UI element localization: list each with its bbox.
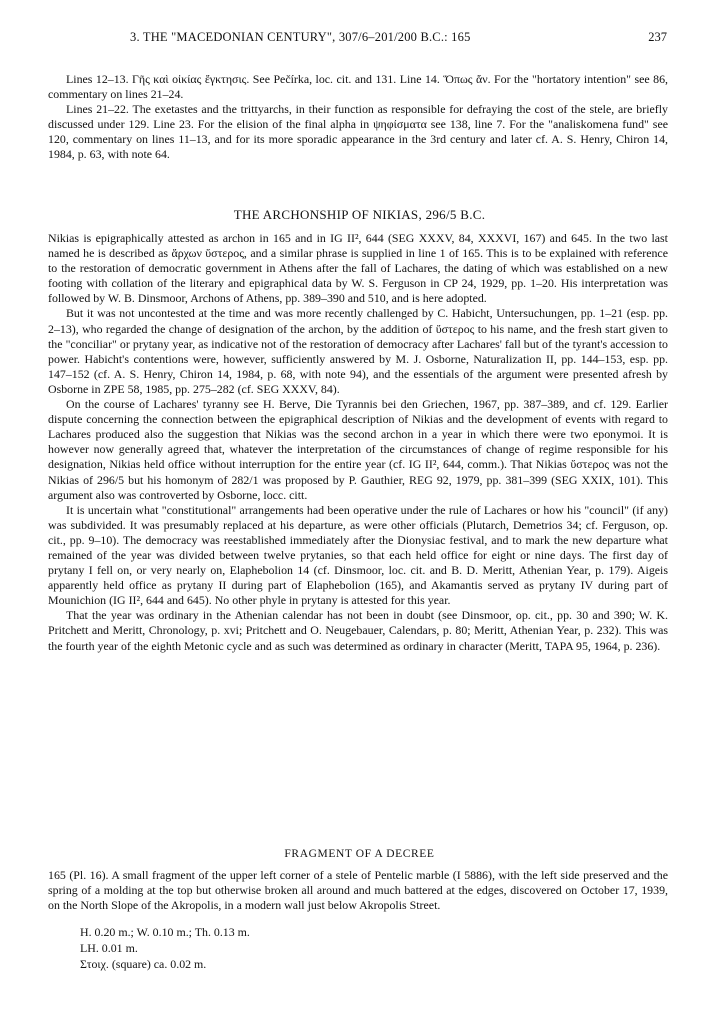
entry-description: 165 (Pl. 16). A small fragment of the upper left corner of a stele of Pentelic marble (I 5886), with the left side preserved and the spring of a molding at the top but otherwise broken all around and much battered at the edges, discovered on October 17, 1939, on the North Slope of the Akropolis, in a modern wall just below Akropolis Street. — [48, 868, 668, 913]
essay-paragraph: But it was not uncontested at the time and was more recently challenged by C. Habicht, Untersuchungen, pp. 1–21 (esp. pp. 2–13), who regarded the change of designation of the archon, by the addition of ὕστερος to his name, and the fresh start given to the "conciliar" or prytany year, as indicative not of the restoration of democracy after Lachares' fall but of the tyrant's accession to power. Habicht's contentions were, however, sufficiently answered by M. J. Osborne, Naturalization II, pp. 144–153, esp. pp. 147–152 (cf. A. S. Henry, Chiron 14, 1984, p. 68, with note 94), and the essentials of the argument were presented afresh by Osborne in ZPE 58, 1985, pp. 275–282 (cf. SEG XXXV, 84). — [48, 306, 668, 396]
page-number: 237 — [648, 30, 667, 44]
running-head — [48, 30, 671, 46]
essay-paragraph: That the year was ordinary in the Athenian calendar has not been in doubt (see Dinsmoor, op. cit., pp. 30 and 390; W. K. Pritchett and Meritt, Chronology, p. xvi; Pritchett and O. Neugebauer, Calendars, p. 80; Meritt, Athenian Year, p. 232). This was the fourth year of the eighth Metonic cycle and as such was determined as ordinary in character (Meritt, TAPA 95, 1964, p. 236). — [48, 608, 668, 653]
note-paragraph: Lines 21–22. The exetastes and the trittyarchs, in their function as responsible for defraying the cost of the stele, are briefly discussed under 129. Line 23. For the elision of the final alpha in ψηφίσματα see 138, line 7. For the "analiskomena fund" see 120, commentary on lines 11–13, and for its more sporadic appearance in the 3rd century and later cf. A. S. Henry, Chiron 14, 1984, p. 63, with note 64. — [48, 102, 668, 162]
commentary-notes — [48, 72, 668, 163]
essay-paragraph: Nikias is epigraphically attested as archon in 165 and in IG II², 644 (SEG XXXV, 84, XXXVI, 167) and 645. In the two last named he is described as ἄρχων ὕστερος, and a similar phrase is supplied in line 1 of 165. This is to be explained with reference to the restoration of democratic government in Athens after the fall of Lachares, the dating of which was established on a new footing with collation of the literary and epigraphical data by W. S. Ferguson in CP 24, 1929, pp. 1–20. His interpretation was followed by W. B. Dinsmoor, Archons of Athens, pp. 389–390 and 510, and is here adopted. — [48, 231, 668, 306]
archonship-essay — [48, 231, 668, 654]
essay-paragraph: On the course of Lachares' tyranny see H. Berve, Die Tyrannis bei den Griechen, 1967, pp. 387–389, and cf. 129. Earlier dispute concerning the connection between the epigraphical description of Nikias and the development of events with regard to Lachares produced also the suggestion that Nikias was the second archon in a year in which there were two eponymoi. It is however now generally agreed that, whatever the interpretation of the circumstances of change of regime responsible for his designation, Nikias held office without interruption for the entire year (cf. IG II², 644, comm.). That Nikias ὕστερος was not the Nikias of 296/5 but his homonym of 282/1 was proposed by P. Gauthier, REG 92, 1979, pp. 381–399 (SEG XXIX, 101). This argument also was controverted by Osborne, locc. citt. — [48, 397, 668, 502]
running-head-title: 3. THE "MACEDONIAN CENTURY", 307/6–201/200 B.C.: 165 — [130, 30, 471, 44]
measurement-line: H. 0.20 m.; W. 0.10 m.; Th. 0.13 m. — [80, 925, 250, 939]
section-heading: THE ARCHONSHIP OF NIKIAS, 296/5 B.C. — [233, 207, 486, 222]
measurement-line: LH. 0.01 m. — [80, 941, 138, 955]
measurement-line: Στοιχ. (square) ca. 0.02 m. — [80, 957, 207, 971]
measurements — [80, 924, 250, 972]
note-paragraph: Lines 12–13. Γῆς καὶ οἰκίας ἔγκτησις. See Pečírka, loc. cit. and 131. Line 14. Ὅπως ἄν. For the "hortatory intention" see 86, commentary on lines 21–24. — [48, 72, 668, 102]
subheading: FRAGMENT OF A DECREE — [284, 848, 435, 860]
catalogue-entry — [48, 868, 668, 913]
essay-paragraph: It is uncertain what "constitutional" arrangements had been operative under the rule of Lachares or how his "council" (if any) was subdivided. It was presumably replaced at his departure, as were other officials (Plutarch, Demetrios 34; cf. Ferguson, op. cit., pp. 9–10). The democracy was reestablished immediately after the Dionysiac festival, and to mark the new departure what remained of the year was divided between twelve prytanies, so that each held office for eight or nine days. The first day of prytany I fell on, or very nearly on, Elaphebolion 14 (cf. Dinsmoor, loc. cit. and B. D. Meritt, Athenian Year, p. 179). Aigeis apparently held office as prytany II during part of Elaphebolion (165), and Akamantis served as prytany IV during part of Mounichion (IG II², 644 and 645). No other phyle in prytany is attested for this year. — [48, 502, 668, 608]
